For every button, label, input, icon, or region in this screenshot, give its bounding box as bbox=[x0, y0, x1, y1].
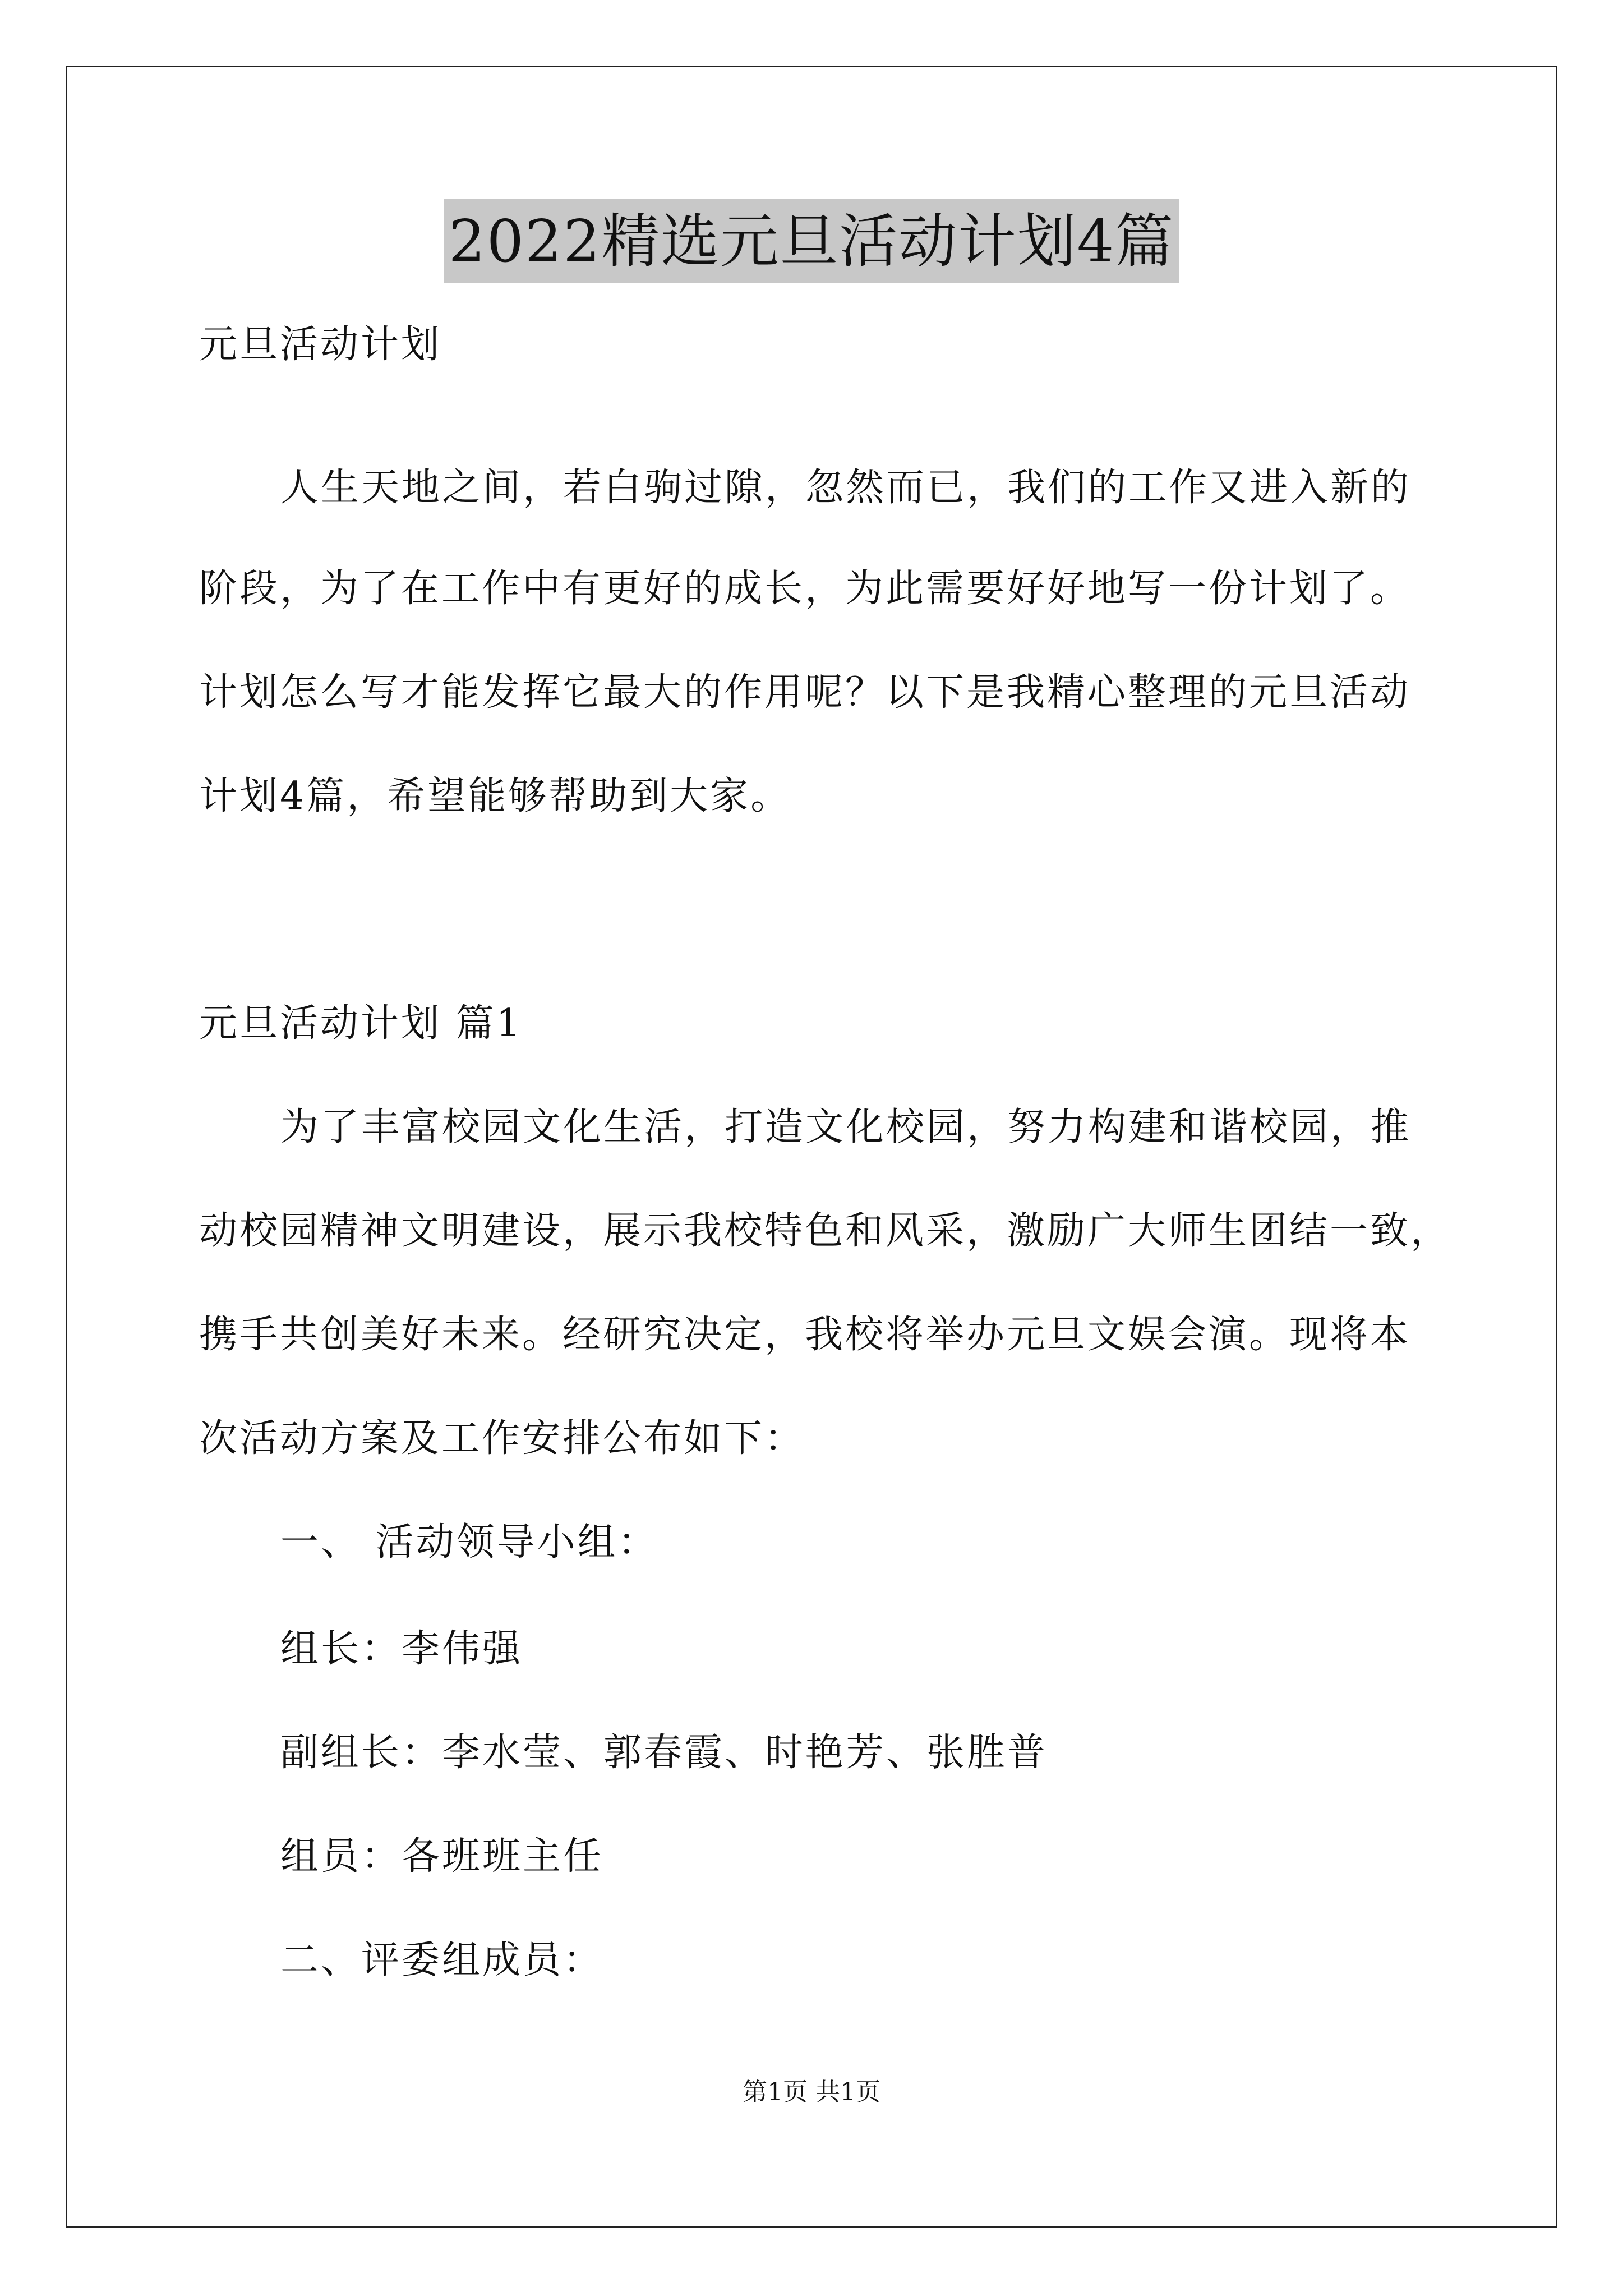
paragraph-line: 计划怎么写才能发挥它最大的作用呢？以下是我精心整理的元旦活动 bbox=[199, 670, 1411, 715]
list-item: 组员：各班班主任 bbox=[280, 1834, 604, 1879]
page-footer: 第1页 共1页 bbox=[743, 2078, 880, 2106]
section-heading: 元旦活动计划 bbox=[199, 323, 442, 367]
paragraph-line: 计划4篇，希望能够帮助到大家。 bbox=[199, 774, 791, 818]
paragraph-line: 人生天地之间，若白驹过隙，忽然而已，我们的工作又进入新的 bbox=[280, 466, 1412, 510]
paragraph-line: 次活动方案及工作安排公布如下： bbox=[199, 1416, 805, 1461]
document-title-text: 2022精选元旦活动计划4篇 bbox=[444, 199, 1179, 283]
document-title bbox=[0, 199, 1623, 283]
paragraph-line: 动校园精神文明建设，展示我校特色和风采，激励广大师生团结一致， bbox=[199, 1209, 1451, 1253]
section-heading: 元旦活动计划 篇1 bbox=[199, 1001, 523, 1046]
list-item: 组长：李伟强 bbox=[280, 1627, 523, 1671]
paragraph-line: 为了丰富校园文化生活，打造文化校园，努力构建和谐校园，推 bbox=[280, 1105, 1412, 1149]
list-heading: 二、评委组成员： bbox=[280, 1938, 604, 1982]
paragraph-line: 携手共创美好未来。经研究决定，我校将举办元旦文娱会演。现将本 bbox=[199, 1313, 1411, 1357]
list-heading: 一、 活动领导小组： bbox=[280, 1520, 658, 1565]
list-item: 副组长：李水莹、郭春霞、时艳芳、张胜普 bbox=[280, 1731, 1048, 1775]
paragraph-line: 阶段，为了在工作中有更好的成长，为此需要好好地写一份计划了。 bbox=[199, 567, 1411, 611]
